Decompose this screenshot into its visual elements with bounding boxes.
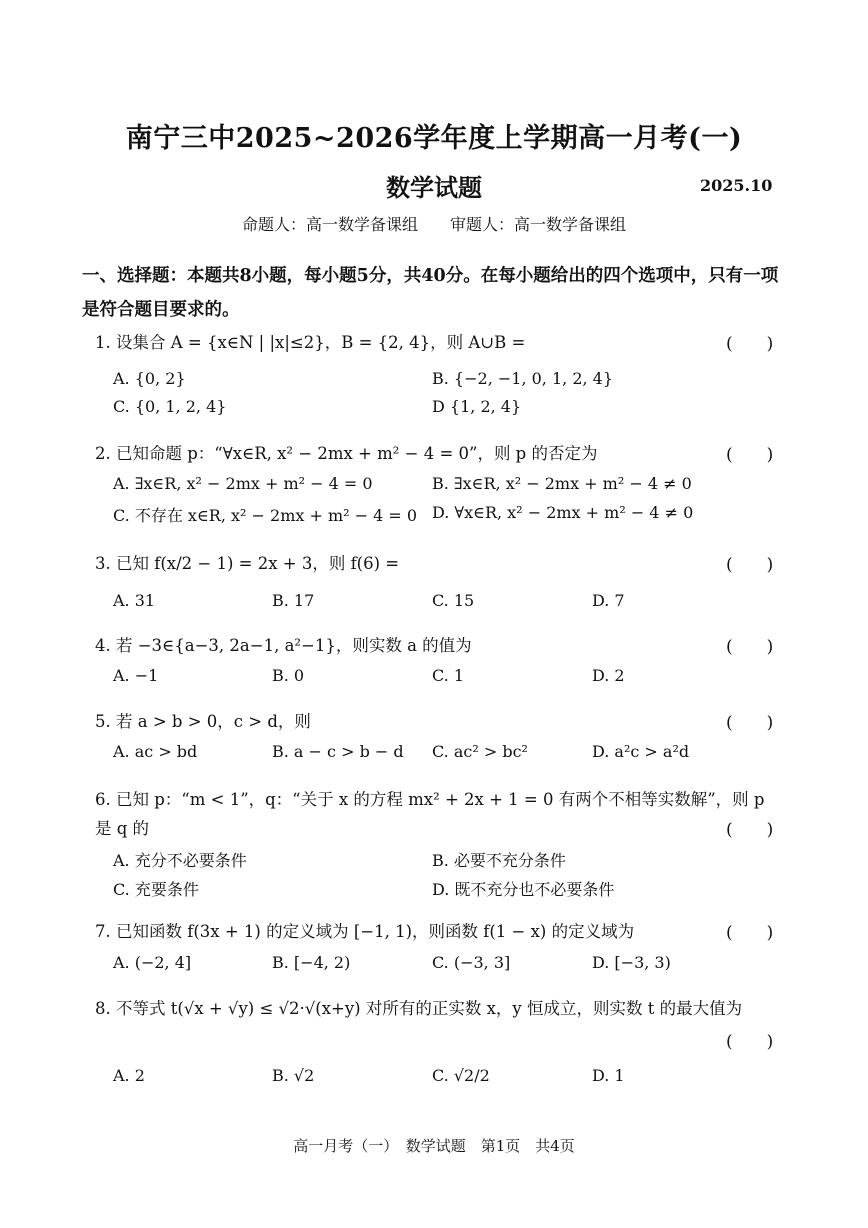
question-8-option-d: D. 1 xyxy=(592,1066,625,1085)
question-5-option-c: C. ac² > bc² xyxy=(432,742,528,761)
question-1-option-a: A. {0, 2} xyxy=(113,369,186,388)
question-2-option-b: B. ∃x∈R, x² − 2mx + m² − 4 ≠ 0 xyxy=(432,474,692,493)
question-1-option-b: B. {−2, −1, 0, 1, 2, 4} xyxy=(432,369,614,388)
question-1-option-c: C. {0, 1, 2, 4} xyxy=(113,397,227,416)
question-3-stem: 3. 已知 f(x/2 − 1) = 2x + 3，则 f(6) = xyxy=(95,554,400,573)
section-heading: 一、选择题：本题共8小题，每小题5分，共40分。在每小题给出的四个选项中，只有一项是符合题目要求的。 xyxy=(82,266,779,320)
question-4-option-a: A. −1 xyxy=(113,666,159,685)
question-5-option-b: B. a − c > b − d xyxy=(272,742,404,761)
question-6-option-b: B. 必要不充分条件 xyxy=(432,851,566,870)
question-7-option-a: A. (−2, 4] xyxy=(113,953,192,972)
question-2-option-d: D. ∀x∈R, x² − 2mx + m² − 4 ≠ 0 xyxy=(432,503,694,522)
question-2-answer-paren: ( ) xyxy=(726,445,774,465)
question-6-option-a: A. 充分不必要条件 xyxy=(113,851,247,870)
question-6-option-c: C. 充要条件 xyxy=(113,880,199,899)
question-6-stem-continued: 是 q 的 xyxy=(95,819,150,838)
question-3-option-b: B. 17 xyxy=(272,591,315,610)
question-4-option-b: B. 0 xyxy=(272,666,305,685)
question-7-answer-paren: ( ) xyxy=(726,923,774,943)
question-1-answer-paren: ( ) xyxy=(726,334,774,354)
question-3-option-c: C. 15 xyxy=(432,591,475,610)
exam-title: 南宁三中2025~2026学年度上学期高一月考(一) xyxy=(125,123,743,154)
question-3-option-d: D. 7 xyxy=(592,591,625,610)
question-8-answer-paren: ( ) xyxy=(726,1032,774,1052)
question-5-option-d: D. a²c > a²d xyxy=(592,742,690,761)
question-4-option-d: D. 2 xyxy=(592,666,625,685)
question-3-option-a: A. 31 xyxy=(113,591,156,610)
question-3-answer-paren: ( ) xyxy=(726,555,774,575)
question-6-answer-paren: ( ) xyxy=(726,820,774,840)
question-5-option-a: A. ac > bd xyxy=(113,742,198,761)
question-7-stem: 7. 已知函数 f(3x + 1) 的定义域为 [−1, 1)，则函数 f(1 − x) 的定义域为 xyxy=(95,922,635,941)
exam-authors: 命题人：高一数学备课组 审题人：高一数学备课组 xyxy=(241,215,626,234)
question-7-option-d: D. [−3, 3) xyxy=(592,953,671,972)
question-7-option-c: C. (−3, 3] xyxy=(432,953,511,972)
question-5-answer-paren: ( ) xyxy=(726,713,774,733)
question-6-stem: 6. 已知 p：“m < 1”，q：“关于 x 的方程 mx² + 2x + 1 = 0 有两个不相等实数解”，则 p xyxy=(95,790,765,809)
question-8-option-c: C. √2/2 xyxy=(432,1066,490,1085)
question-4-answer-paren: ( ) xyxy=(726,637,774,657)
question-1-stem: 1. 设集合 A = {x∈N | |x|≤2}，B = {2, 4}，则 A∪B = xyxy=(95,333,526,352)
question-4-stem: 4. 若 −3∈{a−3, 2a−1, a²−1}，则实数 a 的值为 xyxy=(95,636,472,655)
exam-subtitle: 数学试题 xyxy=(386,173,482,202)
page-footer: 高一月考（一） 数学试题 第1页 共4页 xyxy=(293,1137,575,1155)
question-2-stem: 2. 已知命题 p：“∀x∈R, x² − 2mx + m² − 4 = 0”，则 p 的否定为 xyxy=(95,444,598,463)
question-5-stem: 5. 若 a > b > 0，c > d，则 xyxy=(95,712,311,731)
question-7-option-b: B. [−4, 2) xyxy=(272,953,351,972)
question-8-stem: 8. 不等式 t(√x + √y) ≤ √2·√(x+y) 对所有的正实数 x，y 恒成立，则实数 t 的最大值为 xyxy=(95,999,743,1018)
question-2-option-a: A. ∃x∈R, x² − 2mx + m² − 4 = 0 xyxy=(113,474,373,493)
question-4-option-c: C. 1 xyxy=(432,666,465,685)
question-1-option-d: D {1, 2, 4} xyxy=(432,397,522,416)
question-2-option-c: C. 不存在 x∈R, x² − 2mx + m² − 4 = 0 xyxy=(113,506,418,525)
question-8-option-a: A. 2 xyxy=(113,1066,145,1085)
question-6-option-d: D. 既不充分也不必要条件 xyxy=(432,880,615,899)
exam-date: 2025.10 xyxy=(700,176,773,195)
question-8-option-b: B. √2 xyxy=(272,1066,315,1085)
